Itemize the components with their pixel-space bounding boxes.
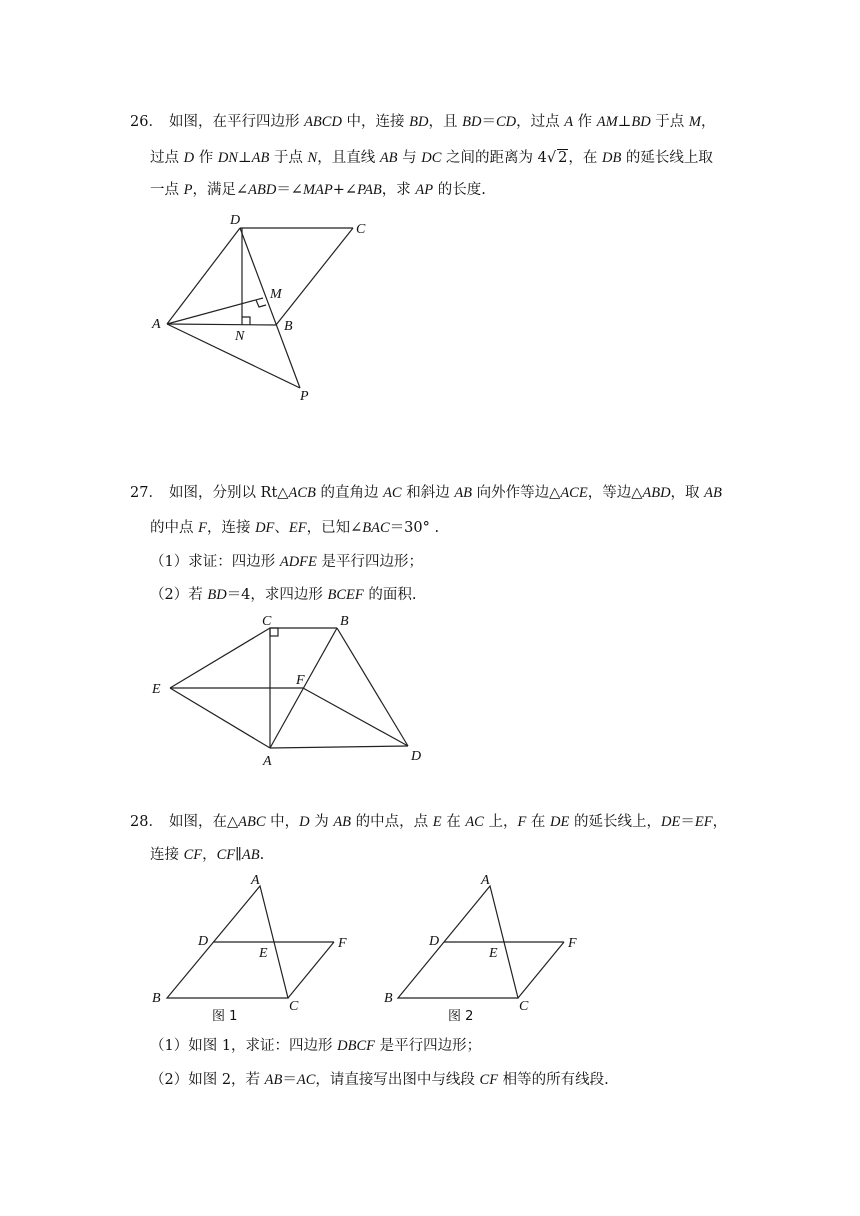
label-B: B — [284, 319, 293, 334]
text-run: BD — [462, 114, 482, 130]
text-run: D — [183, 150, 195, 166]
text-run: ，已知∠ — [306, 520, 363, 536]
label-A: A — [263, 754, 272, 769]
text-run: EF — [694, 814, 713, 830]
label-A: A — [481, 873, 490, 888]
text-run: 如图，分别以 Rt△ — [168, 485, 289, 501]
text-run: 是平行四边形； — [375, 1038, 482, 1054]
text-run: CF — [216, 847, 236, 863]
text-run: ADFE — [279, 554, 317, 570]
label-F: F — [338, 936, 347, 951]
text-run: AB — [241, 847, 260, 863]
label-M: M — [270, 287, 282, 302]
text-run: （2）如图 2，若 — [150, 1072, 265, 1088]
text-run: ⊥ — [237, 150, 252, 166]
text-run: 在 — [526, 814, 551, 830]
text-run: ， — [202, 847, 217, 863]
text-run: ABCD — [304, 114, 342, 130]
label-D: D — [230, 213, 241, 228]
text-run: 上， — [483, 814, 518, 830]
text-run: AB — [251, 150, 270, 166]
text-run: （2）若 — [150, 587, 208, 603]
text-run: 中， — [265, 814, 300, 830]
text-run: AC — [296, 1072, 316, 1088]
text-run: M — [688, 114, 702, 130]
text-run: ＝30° . — [389, 520, 440, 536]
text-run: 作 — [194, 150, 218, 166]
label-C: C — [519, 999, 529, 1014]
text-run: ＝ — [680, 814, 695, 830]
text-run: F — [198, 520, 207, 536]
text-run: AC — [465, 814, 484, 830]
label-F: F — [568, 936, 577, 951]
text-run: DE — [661, 814, 681, 830]
text-run: AP — [415, 182, 434, 198]
text-run: AC — [383, 485, 402, 501]
text-run: ，取 — [670, 485, 705, 501]
text-run: BD — [409, 114, 429, 130]
text-run: ，且直线 — [317, 150, 380, 166]
text-run: DB — [601, 150, 622, 166]
square-root: √ 2 — [546, 150, 568, 166]
text-run: ，过点 — [516, 114, 565, 130]
text-run: 作 — [573, 114, 597, 130]
label-D: D — [411, 749, 422, 764]
label-E: E — [259, 946, 268, 961]
label-E: E — [489, 946, 498, 961]
text-run: ACE — [560, 485, 588, 501]
text-run: N — [307, 150, 318, 166]
text-run: AB — [264, 1072, 283, 1088]
text-run: 的长度. — [433, 182, 486, 198]
segment-FC — [518, 942, 564, 998]
text-run: 之间的距离为 4 — [441, 150, 547, 166]
text-run: ， — [701, 114, 716, 130]
text-run: 连接 — [150, 847, 184, 863]
text-run: AB — [379, 150, 398, 166]
label-N: N — [235, 329, 245, 344]
text-run: BAC — [362, 520, 390, 536]
text-run: 于点 — [269, 150, 308, 166]
text-run: CD — [495, 114, 517, 130]
text-run: ，请直接写出图中与线段 — [315, 1072, 480, 1088]
text-run: BCEF — [327, 587, 364, 603]
text-run: AB — [454, 485, 473, 501]
text-run: ABD — [642, 485, 671, 501]
label-D: D — [198, 934, 209, 949]
text-run: BD — [207, 587, 227, 603]
text-run: ＝4，求四边形 — [226, 587, 328, 603]
text-run: ，等边△ — [587, 485, 643, 501]
label-C: C — [262, 614, 272, 629]
text-run: 在 — [441, 814, 466, 830]
p28-question-1 — [150, 1036, 481, 1056]
text-run: 和斜边 — [401, 485, 455, 501]
text-run: 为 — [309, 814, 334, 830]
text-run: ACB — [288, 485, 316, 501]
text-run: 的延长线上， — [569, 814, 661, 830]
text-run: E — [432, 814, 442, 830]
label-B: B — [152, 991, 161, 1006]
label-B: B — [384, 991, 393, 1006]
text-run: AB — [333, 814, 352, 830]
text-run: A — [564, 114, 574, 130]
label-C: C — [289, 999, 299, 1014]
text-run: AM — [596, 114, 618, 130]
text-run: 如图，在△ — [168, 814, 239, 830]
text-run: F — [517, 814, 527, 830]
problem-number: 28． — [130, 814, 163, 830]
text-run: 的中点，点 — [351, 814, 433, 830]
label-A: A — [152, 317, 161, 332]
text-run: 是平行四边形； — [316, 554, 423, 570]
text-run: 的面积. — [363, 587, 417, 603]
text-run: 、 — [274, 520, 289, 536]
text-run: 相等的所有线段. — [498, 1072, 609, 1088]
text-run: 的中点 — [150, 520, 199, 536]
label-P: P — [300, 389, 309, 404]
figure-caption-1: 图 1 — [212, 1009, 238, 1024]
text-run: ，在 — [568, 150, 602, 166]
text-run: ABD — [248, 182, 277, 198]
text-run: 于点 — [650, 114, 689, 130]
text-run: DN — [217, 150, 238, 166]
text-run: 一点 — [150, 182, 184, 198]
sqrt-radicand: 2 — [558, 150, 568, 166]
text-run: DC — [421, 150, 442, 166]
text-run: ，且 — [428, 114, 463, 130]
text-run: ，求 — [381, 182, 416, 198]
text-run: DBCF — [337, 1038, 376, 1054]
problem-number: 26． — [130, 114, 163, 130]
text-run: D — [299, 814, 310, 830]
text-run: 的延长线上取 — [621, 150, 713, 166]
text-run: DF — [255, 520, 275, 536]
text-run: P — [183, 182, 193, 198]
text-run: PAB — [357, 182, 382, 198]
text-run: ，连接 — [206, 520, 256, 536]
problem-number: 27． — [130, 485, 163, 501]
text-run: 过点 — [150, 150, 184, 166]
label-A: A — [251, 873, 260, 888]
label-B: B — [340, 614, 349, 629]
text-run: ＝ — [481, 114, 496, 130]
text-run: 与 — [397, 150, 422, 166]
text-run: 中，连接 — [341, 114, 410, 130]
text-run: CF — [479, 1072, 499, 1088]
text-run: . — [259, 847, 265, 863]
text-run: ，满足∠ — [192, 182, 249, 198]
p28-question-2 — [150, 1070, 609, 1090]
text-run: ＝ — [282, 1072, 297, 1088]
text-run: MAP — [302, 182, 333, 198]
text-run: （1）如图 1，求证：四边形 — [150, 1038, 338, 1054]
label-C: C — [356, 222, 366, 237]
text-run: BD — [631, 114, 651, 130]
text-run: CF — [183, 847, 203, 863]
label-F: F — [296, 673, 305, 688]
text-run: +∠ — [332, 182, 358, 198]
text-run: 如图，在平行四边形 — [168, 114, 305, 130]
text-run: ， — [712, 814, 728, 830]
text-run: DE — [550, 814, 570, 830]
text-run: ∥ — [235, 847, 242, 863]
text-run: AB — [704, 485, 722, 501]
label-E: E — [152, 682, 161, 697]
text-run: ＝∠ — [276, 182, 303, 198]
text-run: EF — [288, 520, 307, 536]
figure-caption-2: 图 2 — [448, 1009, 474, 1024]
text-run: （1）求证：四边形 — [150, 554, 280, 570]
text-run: ⊥ — [617, 114, 632, 130]
text-run: 的直角边 — [315, 485, 384, 501]
text-run: ABC — [238, 814, 266, 830]
label-D: D — [429, 934, 440, 949]
text-run: 向外作等边△ — [472, 485, 561, 501]
